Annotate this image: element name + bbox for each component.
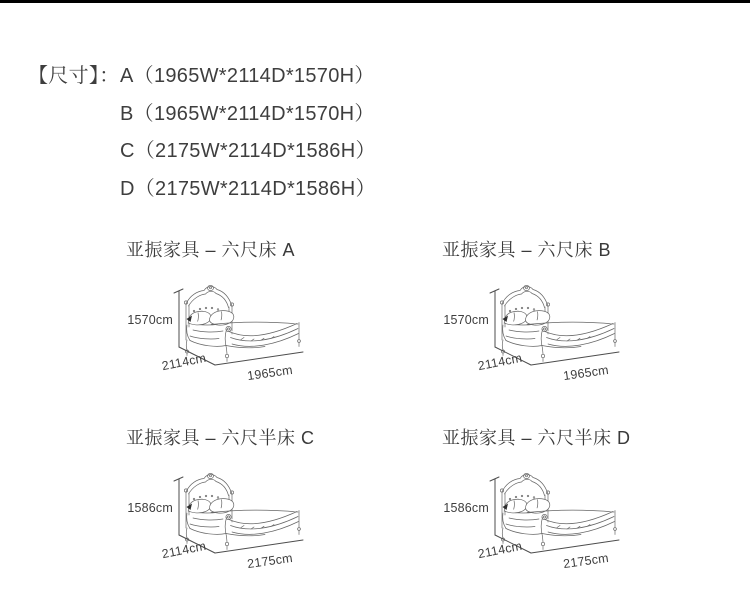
spec-line-a: A（1965W*2114D*1570H）: [120, 65, 375, 87]
diagram-title: 亚振家具 – 六尺半床 D: [442, 428, 631, 448]
height-dimension-label: 1586cm: [127, 501, 173, 515]
depth-dimension-label: 2114cm: [476, 350, 524, 374]
width-dimension-label: 1965cm: [246, 362, 294, 384]
width-dimension-label: 2175cm: [562, 550, 610, 572]
height-dimension-label: 1570cm: [127, 313, 173, 327]
depth-dimension-label: 2114cm: [476, 538, 524, 562]
diagram-bed-c: [125, 410, 360, 582]
spec-line-list: [120, 58, 376, 208]
diagram-title: 亚振家具 – 六尺床 A: [126, 240, 296, 260]
diagram-bed-b: [441, 222, 676, 394]
spec-line-b: B（1965W*2114D*1570H）: [120, 102, 375, 125]
depth-dimension-label: 2114cm: [160, 350, 208, 374]
height-dimension-label: 1570cm: [443, 313, 489, 327]
width-dimension-label: 2175cm: [246, 550, 294, 572]
spec-line-d: D（2175W*2114D*1586H）: [120, 177, 376, 200]
width-dimension-label: 1965cm: [562, 362, 610, 384]
spec-line-c: C（2175W*2114D*1586H）: [120, 140, 376, 163]
spec-header: [28, 58, 376, 208]
diagram-bed-d: [441, 410, 676, 582]
height-dimension-label: 1586cm: [443, 501, 489, 515]
depth-dimension-label: 2114cm: [160, 538, 208, 562]
diagram-title: 亚振家具 – 六尺床 B: [442, 240, 612, 260]
top-divider-rule: [0, 0, 750, 3]
spec-header-label: 【尺寸】：: [28, 65, 120, 87]
diagram-title: 亚振家具 – 六尺半床 C: [126, 428, 315, 448]
diagram-bed-a: [125, 222, 360, 394]
